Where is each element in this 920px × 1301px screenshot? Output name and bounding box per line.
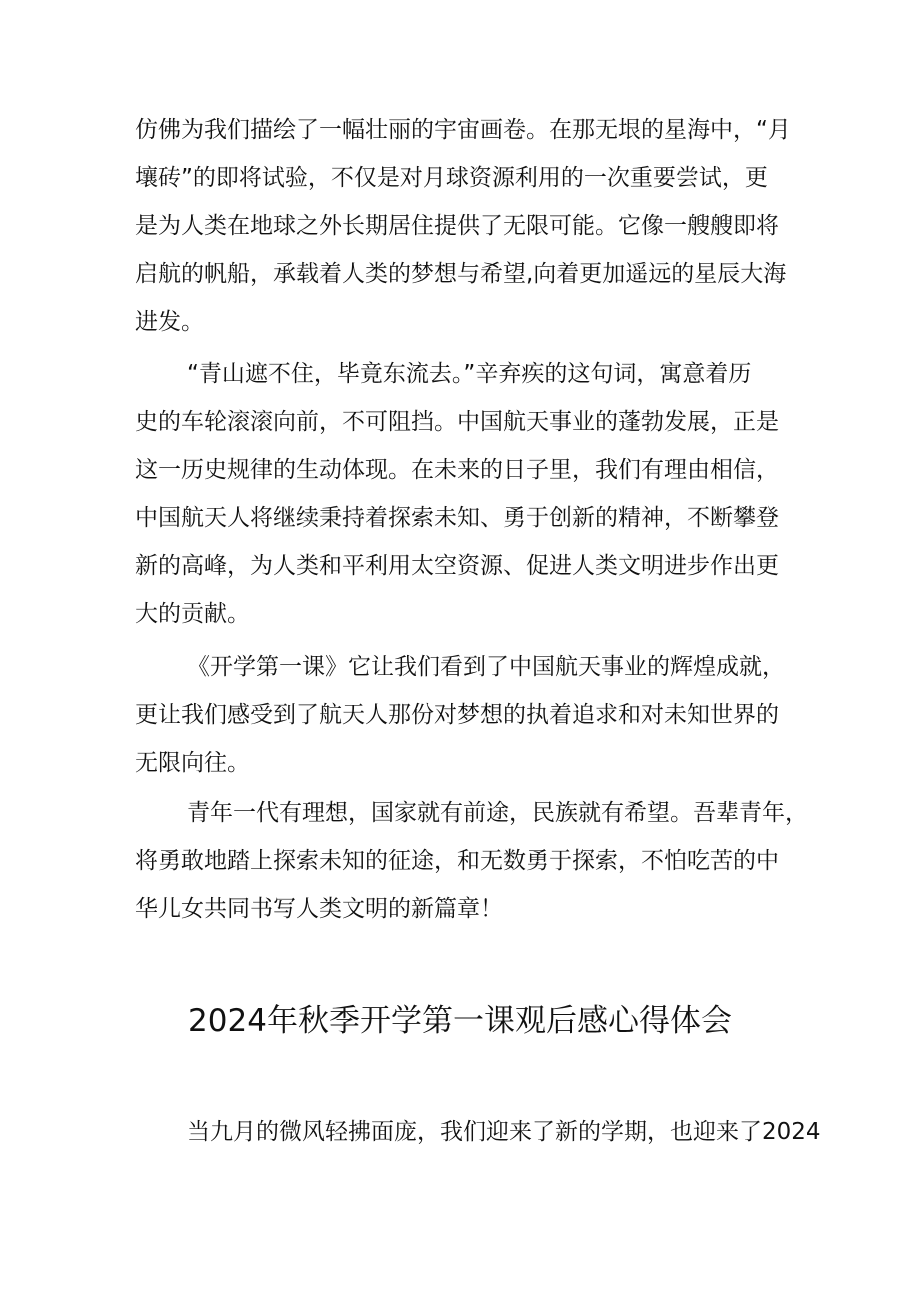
paragraph-line: 青年一代有理想，国家就有前途，民族就有希望。吾辈青年， xyxy=(187,800,808,826)
paragraph-3 xyxy=(135,643,795,787)
paragraph-line: 无限向往。 xyxy=(135,750,250,776)
paragraph-line: 当九月的微风轻拂面庞，我们迎来了新的学期，也迎来了2024 xyxy=(187,1119,821,1145)
paragraph-line: 新的高峰，为人类和平利用太空资源、促进人类文明进步作出更 xyxy=(135,553,779,579)
paragraph-line: 更让我们感受到了航天人那份对梦想的执着追求和对未知世界的 xyxy=(135,702,779,728)
paragraph-2 xyxy=(135,350,795,638)
paragraph-line: 仿佛为我们描绘了一幅壮丽的宇宙画卷。在那无垠的星海中，“月 xyxy=(135,117,791,143)
paragraph-5 xyxy=(135,1108,821,1156)
paragraph-line: 华儿女共同书写人类文明的新篇章！ xyxy=(135,896,503,922)
paragraph-line: 将勇敢地踏上探索未知的征途，和无数勇于探索，不怕吃苦的中 xyxy=(135,848,779,874)
paragraph-line: “青山遮不住，毕竟东流去。”辛弃疾的这句词，寓意着历 xyxy=(187,361,752,387)
paragraph-line: 启航的帆船，承载着人类的梦想与希望,向着更加遥远的星辰大海 xyxy=(135,261,787,287)
paragraph-line: 史的车轮滚滚向前，不可阻挡。中国航天事业的蓬勃发展，正是 xyxy=(135,409,779,435)
paragraph-line: 是为人类在地球之外长期居住提供了无限可能。它像一艘艘即将 xyxy=(135,213,779,239)
paragraph-line: 壤砖”的即将试验，不仅是对月球资源利用的一次重要尝试，更 xyxy=(135,165,768,191)
paragraph-line: 大的贡献。 xyxy=(135,601,250,627)
document-title: 2024年秋季开学第一课观后感心得体会 xyxy=(188,1003,732,1039)
paragraph-1 xyxy=(135,106,795,346)
paragraph-line: 进发。 xyxy=(135,309,204,335)
paragraph-line: 这一历史规律的生动体现。在未来的日子里，我们有理由相信， xyxy=(135,457,779,483)
paragraph-line: 《开学第一课》它让我们看到了中国航天事业的辉煌成就， xyxy=(187,654,785,680)
paragraph-4 xyxy=(135,789,808,933)
paragraph-line: 中国航天人将继续秉持着探索未知、勇于创新的精神，不断攀登 xyxy=(135,505,779,531)
